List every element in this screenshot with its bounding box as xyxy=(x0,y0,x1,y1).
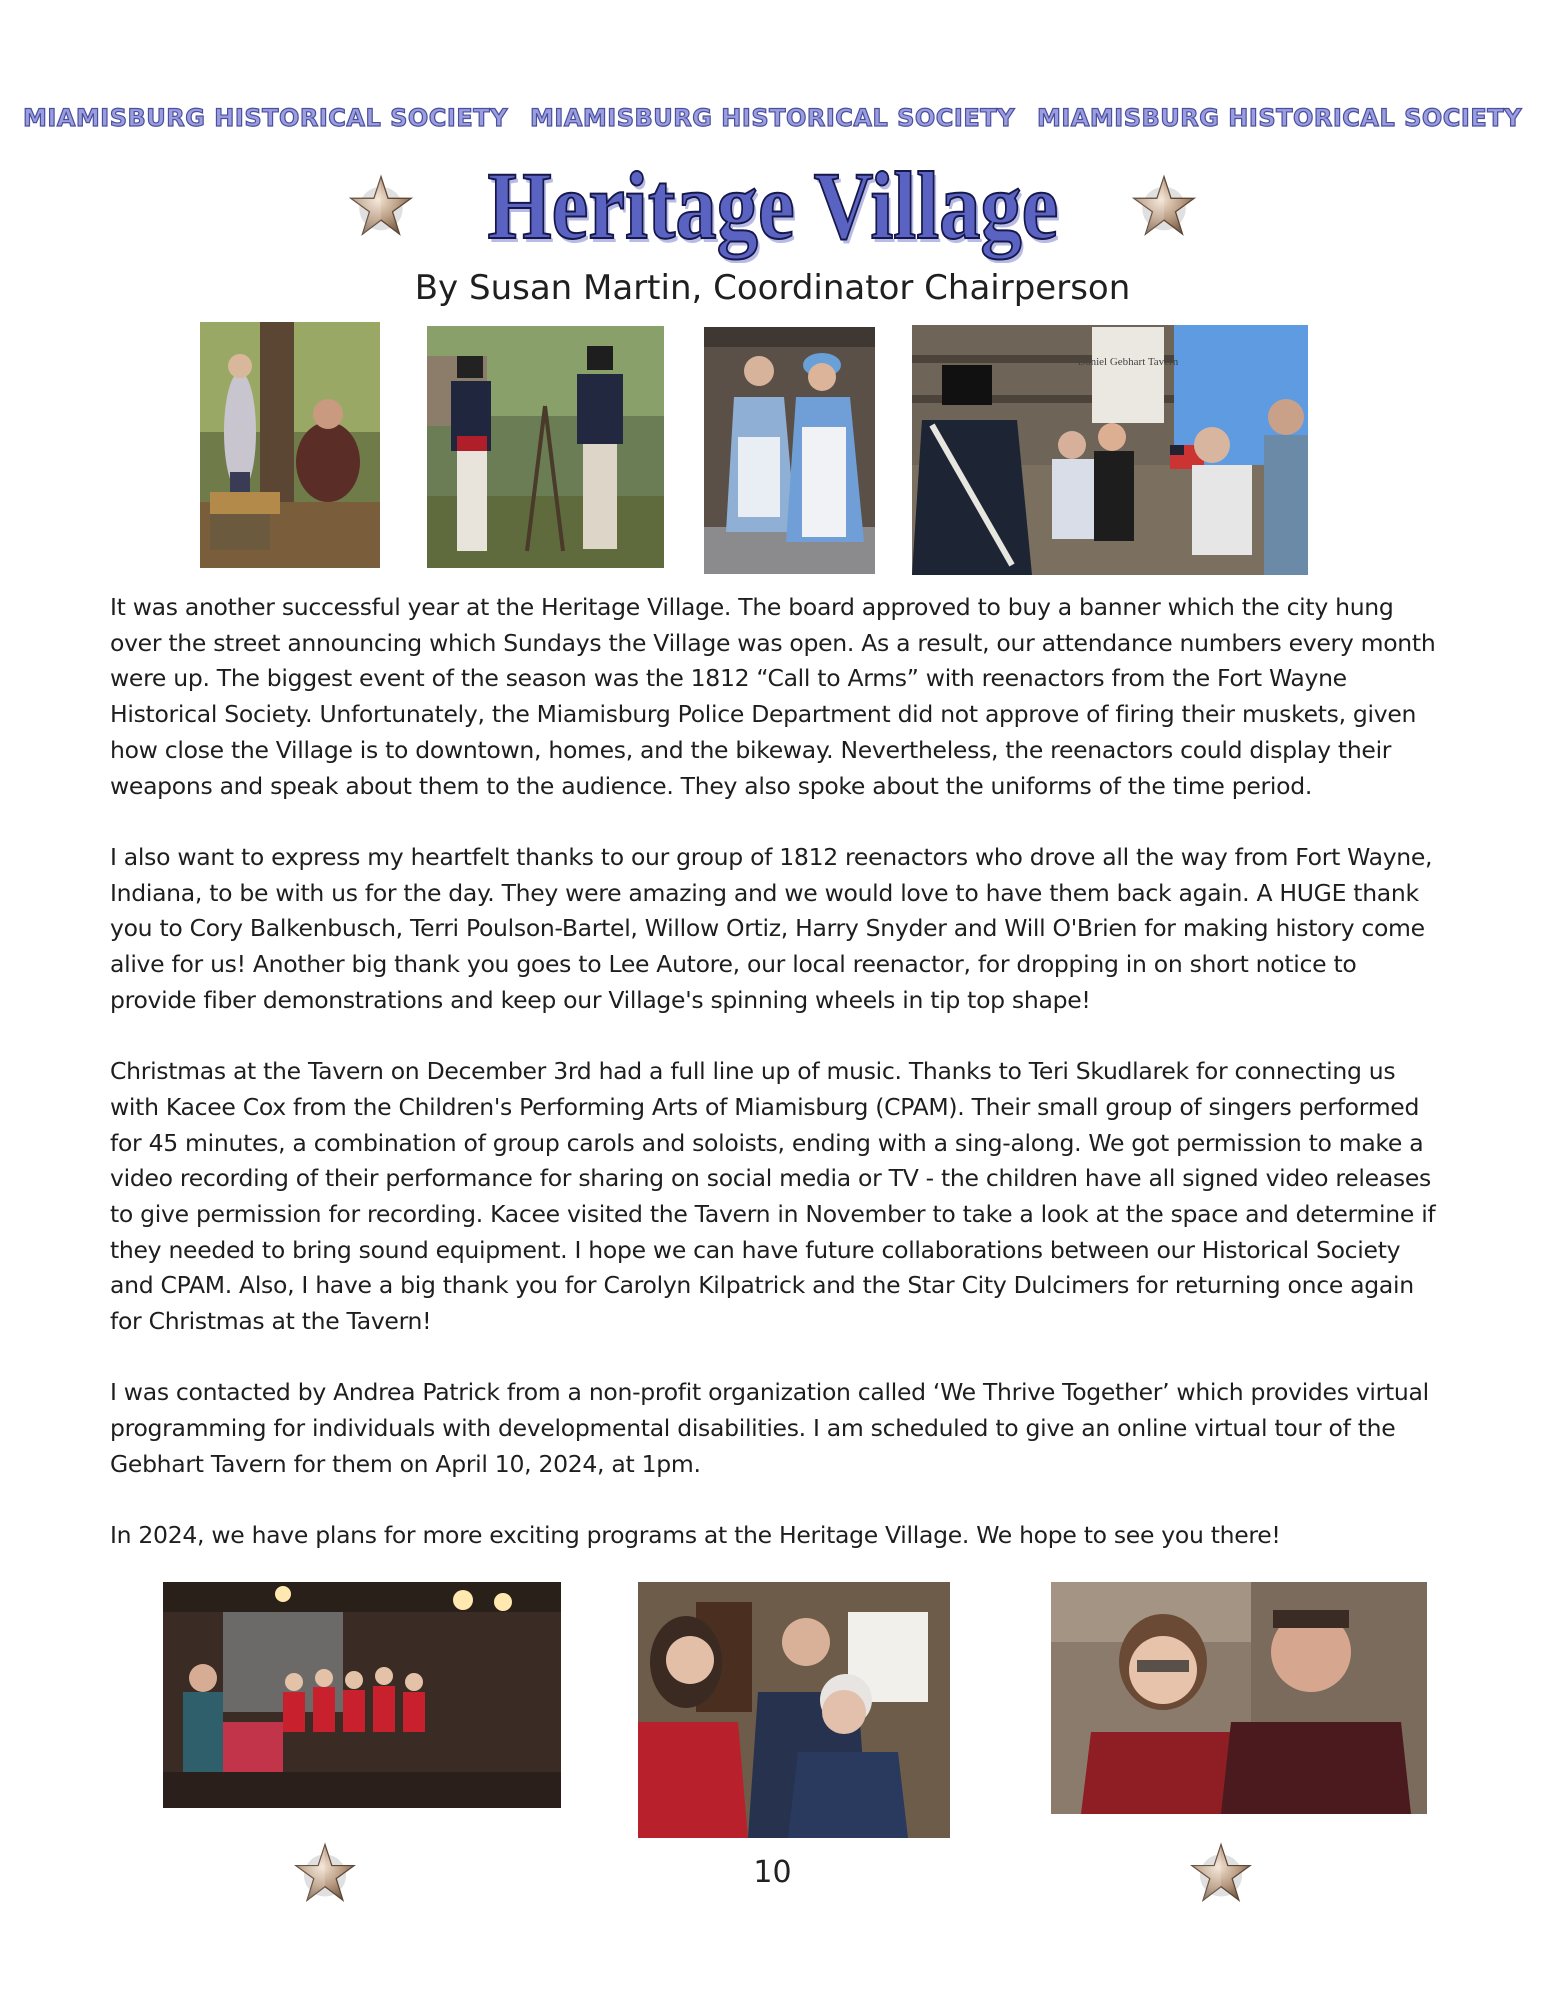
star-icon xyxy=(349,174,413,238)
page-title: Heritage Village xyxy=(487,152,1058,259)
masthead-text: MIAMISBURG HISTORICAL SOCIETY xyxy=(1037,104,1522,132)
star-icon xyxy=(1132,174,1196,238)
reenactors-uniform-photo xyxy=(427,326,664,568)
article-paragraph: I was contacted by Andrea Patrick from a non-profit organization called ‘We Thrive Together’ which provides virtual programming for individuals with developmental disabilities. I am scheduled to give an online virtual tour of the Gebhart Tavern for them on April 10, 2024, at 1pm. xyxy=(110,1378,1429,1478)
couple-photo xyxy=(1051,1582,1427,1814)
tavern-sign-text: Daniel Gebhart Tavern xyxy=(1077,356,1179,368)
article-body xyxy=(110,590,1440,1590)
tavern-visitors-photo xyxy=(638,1582,950,1838)
masthead xyxy=(0,104,1545,132)
article-paragraph: I also want to express my heartfelt thanks to our group of 1812 reenactors who drove all the way from Fort Wayne, Indiana, to be with us for the day. They were amazing and we would love to have them back again. A HUGE thank you to Cory Balkenbusch, Terri Poulson-Bartel, Willow Ortiz, Harry Snyder and Will O'Brien for making history come alive for us! Another big thank you goes to Lee Autore, our local reenactor, for dropping in on short notice to provide fiber demonstrations and keep our Village's spinning wheels in tip top shape! xyxy=(110,842,1433,1014)
byline: By Susan Martin, Coordinator Chairperson xyxy=(414,268,1131,308)
children-choir-photo xyxy=(163,1582,561,1808)
dulcimer-player-photo xyxy=(200,322,380,568)
title-row xyxy=(0,152,1545,259)
article-paragraph: It was another successful year at the Heritage Village. The board approved to buy a banner which the city hung over the street announcing which Sundays the Village was open. As a result, our attendance numbers every month were up. The biggest event of the season was the 1812 “Call to Arms” with reenactors from the Fort Wayne Historical Society. Unfortunately, the Miamisburg Police Department did not approve of firing their muskets, given how close the Village is to downtown, homes, and the bikeway. Nevertheless, the reenactors could display their weapons and speak about them to the audience. They also spoke about the uniforms of the time period. xyxy=(110,593,1436,800)
masthead-text: MIAMISBURG HISTORICAL SOCIETY xyxy=(530,104,1015,132)
article-paragraph: In 2024, we have plans for more exciting programs at the Heritage Village. We hope to see you there! xyxy=(110,1521,1281,1550)
article-paragraph: Christmas at the Tavern on December 3rd had a full line up of music. Thanks to Teri Skudlarek for connecting us with Kacee Cox from the Children's Performing Arts of Miamisburg (CPAM). Their small group of singers performed for 45 minutes, a combination of group carols and soloists, ending with a sing-along. We got permission to make a video recording of their performance for sharing on social media or TV - the children have all signed video releases to give permission for recording. Kacee visited the Tavern in November to take a look at the space and determine if they needed to bring sound equipment. I hope we can have future collaborations between our Historical Society and CPAM. Also, I have a big thank you for Carolyn Kilpatrick and the Star City Dulcimers for returning once again for Christmas at the Tavern! xyxy=(110,1057,1436,1336)
costumed-women-photo xyxy=(704,327,875,574)
page-number: 10 xyxy=(753,1855,792,1890)
gebhart-tavern-crowd-photo xyxy=(912,325,1308,575)
masthead-text: MIAMISBURG HISTORICAL SOCIETY xyxy=(23,104,508,132)
star-icon xyxy=(1190,1842,1252,1904)
